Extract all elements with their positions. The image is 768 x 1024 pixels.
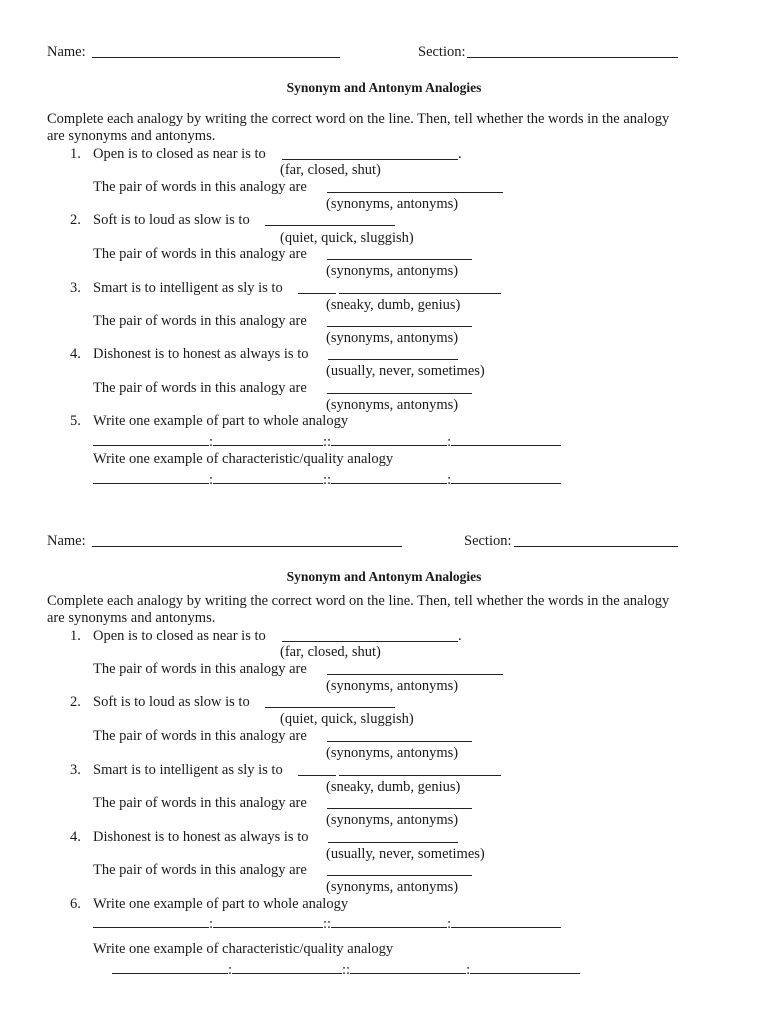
answer-blank[interactable] [339,280,501,294]
question-text: Soft is to loud as slow is to [93,694,250,710]
question-text: Dishonest is to honest as always is to [93,829,309,845]
pair-options: (synonyms, antonyms) [326,812,459,828]
instructions-line-2: are synonyms and antonyms. [47,610,216,626]
answer-blank[interactable] [265,694,395,708]
name-field[interactable] [92,533,402,547]
pair-answer-blank[interactable] [327,795,472,809]
analogy-blank[interactable] [93,914,209,928]
answer-blank[interactable] [328,829,458,843]
pair-prompt: The pair of words in this analogy are [93,795,307,811]
question-text: Open is to closed as near is to [93,628,266,644]
analogy-blank[interactable] [213,432,323,446]
section-field[interactable] [514,533,678,547]
analogy-blanks: : :: : [93,914,561,933]
pair-prompt: The pair of words in this analogy are [93,246,307,262]
period: . [458,146,462,162]
question-text: Dishonest is to honest as always is to [93,346,309,362]
pair-options: (synonyms, antonyms) [326,263,459,279]
pair-prompt: The pair of words in this analogy are [93,179,307,195]
question-text: Write one example of characteristic/quality analogy [93,451,394,467]
word-options: (sneaky, dumb, genius) [326,779,461,795]
pair-prompt: The pair of words in this analogy are [93,380,307,396]
question-text: Write one example of part to whole analogy [93,896,349,912]
worksheet-title: Synonym and Antonym Analogies [286,569,482,584]
answer-blank[interactable] [328,346,458,360]
question-text: Soft is to loud as slow is to [93,212,250,228]
pair-prompt: The pair of words in this analogy are [93,728,307,744]
question-number: 4. [70,346,81,362]
word-options: (usually, never, sometimes) [326,846,485,862]
question-number: 3. [70,762,81,778]
instructions-line-1: Complete each analogy by writing the correct word on the line. Then, tell whether the words in the analogy [47,111,670,127]
section-label: Section: [418,44,466,60]
analogy-blanks: : :: : [112,960,580,979]
question-text: Write one example of characteristic/quality analogy [93,941,394,957]
instructions-line-2: are synonyms and antonyms. [47,128,216,144]
pair-options: (synonyms, antonyms) [326,397,459,413]
question-number: 2. [70,694,81,710]
pair-options: (synonyms, antonyms) [326,745,459,761]
answer-blank[interactable] [265,212,395,226]
question-text: Smart is to intelligent as sly is to [93,762,283,778]
name-label: Name: [47,533,86,549]
analogy-blank[interactable] [350,960,466,974]
pair-answer-blank[interactable] [327,661,503,675]
answer-blank[interactable] [298,762,336,776]
question-number: 4. [70,829,81,845]
analogy-blank[interactable] [451,914,561,928]
word-options: (usually, never, sometimes) [326,363,485,379]
instructions-line-1: Complete each analogy by writing the correct word on the line. Then, tell whether the words in the analogy [47,593,670,609]
answer-blank[interactable] [282,146,458,160]
pair-answer-blank[interactable] [327,380,472,394]
pair-answer-blank[interactable] [327,728,472,742]
word-options: (quiet, quick, sluggish) [280,230,414,246]
word-options: (far, closed, shut) [280,162,381,178]
pair-options: (synonyms, antonyms) [326,678,459,694]
question-number: 3. [70,280,81,296]
question-number: 1. [70,146,81,162]
analogy-blank[interactable] [451,470,561,484]
pair-answer-blank[interactable] [327,246,472,260]
pair-prompt: The pair of words in this analogy are [93,862,307,878]
analogy-blank[interactable] [213,470,323,484]
analogy-blank[interactable] [93,470,209,484]
analogy-blank[interactable] [451,432,561,446]
pair-options: (synonyms, antonyms) [326,879,459,895]
question-number: 2. [70,212,81,228]
section-label: Section: [464,533,512,549]
analogy-blank[interactable] [331,432,447,446]
word-options: (far, closed, shut) [280,644,381,660]
question-number: 6. [70,896,81,912]
question-text: Smart is to intelligent as sly is to [93,280,283,296]
analogy-blank[interactable] [331,470,447,484]
worksheet-title: Synonym and Antonym Analogies [286,80,482,95]
question-number: 1. [70,628,81,644]
pair-prompt: The pair of words in this analogy are [93,661,307,677]
analogy-blank[interactable] [470,960,580,974]
analogy-blank[interactable] [331,914,447,928]
question-number: 5. [70,413,81,429]
pair-answer-blank[interactable] [327,862,472,876]
name-label: Name: [47,44,86,60]
analogy-blanks: : :: : [93,432,561,451]
analogy-blanks: : :: : [93,470,561,489]
pair-options: (synonyms, antonyms) [326,196,459,212]
question-text: Write one example of part to whole analogy [93,413,349,429]
section-field[interactable] [467,44,678,58]
pair-options: (synonyms, antonyms) [326,330,459,346]
question-text: Open is to closed as near is to [93,146,266,162]
word-options: (sneaky, dumb, genius) [326,297,461,313]
name-field[interactable] [92,44,340,58]
pair-answer-blank[interactable] [327,179,503,193]
word-options: (quiet, quick, sluggish) [280,711,414,727]
pair-answer-blank[interactable] [327,313,472,327]
analogy-blank[interactable] [232,960,342,974]
analogy-blank[interactable] [93,432,209,446]
pair-prompt: The pair of words in this analogy are [93,313,307,329]
analogy-blank[interactable] [112,960,228,974]
answer-blank[interactable] [282,628,458,642]
answer-blank[interactable] [339,762,501,776]
period: . [458,628,462,644]
answer-blank[interactable] [298,280,336,294]
analogy-blank[interactable] [213,914,323,928]
